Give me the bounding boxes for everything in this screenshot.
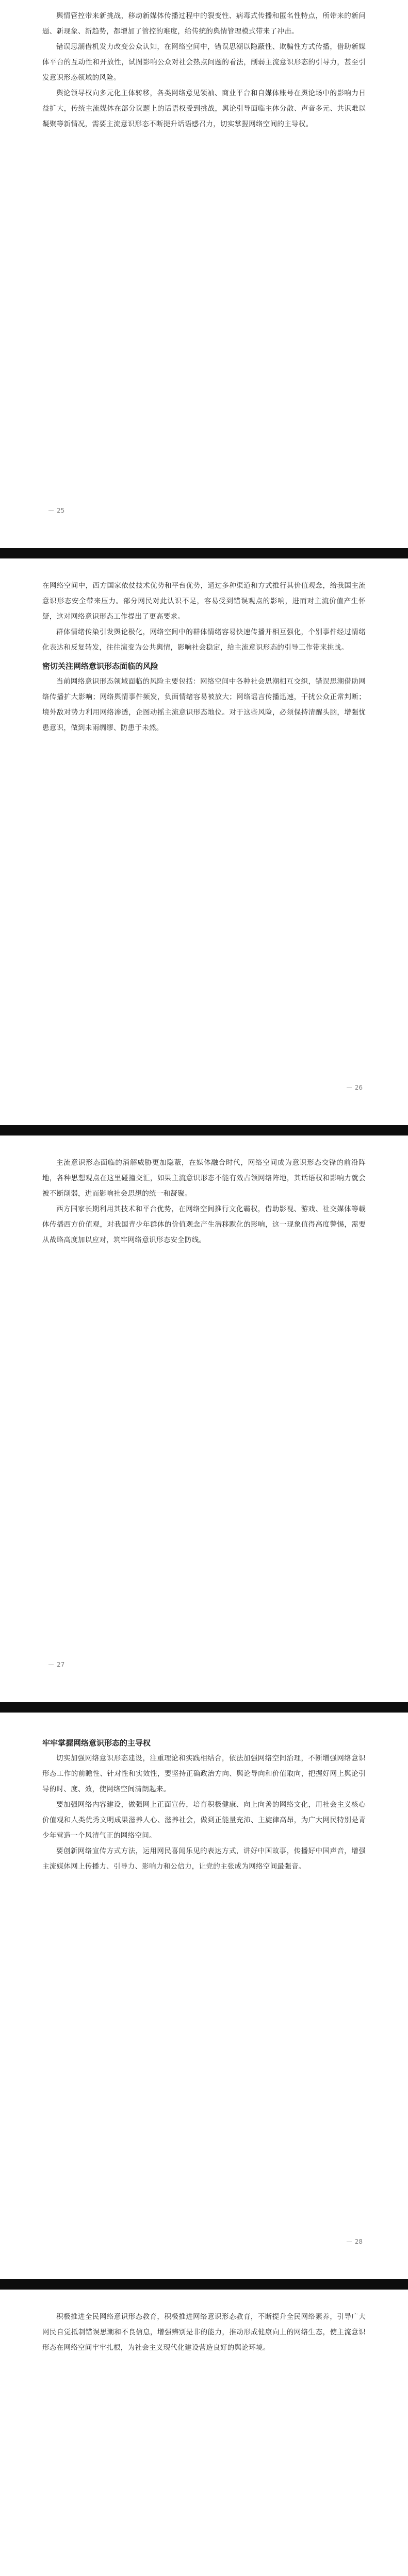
page-separator (0, 2279, 408, 2290)
page-body (42, 2309, 366, 2355)
page-number-text: 25 (57, 507, 65, 514)
paragraph: 舆论领导权向多元化主体转移，各类网络意见领袖、商业平台和自媒体账号在舆论场中的影响力日益扩大，传统主流媒体在部分议题上的话语权受到挑战，舆论引导面临主体分散、声音多元、共识难以凝聚等新情况，需要主流意识形态不断提升话语感召力，切实掌握网络空间的主导权。 (42, 89, 366, 128)
paragraph: 当前网络意识形态领域面临的风险主要包括：网络空间中各种社会思潮相互交织，错误思潮借助网络传播扩大影响；网络舆情事件频发，负面情绪容易被放大；网络谣言传播迅速，干扰公众正常判断；境外敌对势力利用网络渗透，企图动摇主流意识形态地位。对于这些风险，必须保持清醒头脑，增强忧患意识，做到未雨绸缪、防患于未然。 (42, 677, 366, 732)
page-number-text: 27 (57, 1661, 65, 1668)
page-number (45, 507, 64, 514)
paragraph: 在网络空间中，西方国家依仗技术优势和平台优势，通过多种渠道和方式推行其价值观念，给我国主流意识形态安全带来压力。部分网民对此认识不足，容易受到错误观点的影响，进而对主流价值产生怀疑，这对网络意识形态工作提出了更高要求。 (42, 582, 366, 621)
paragraph: 错误思潮借机发力改变公众认知，在网络空间中，错误思潮以隐蔽性、欺骗性方式传播，借助新媒体平台的互动性和开放性，试图影响公众对社会热点问题的看法，削弱主流意识形态的引导力，甚至引发意识形态领域的风险。 (42, 43, 366, 82)
paragraph: 积极推进全民网络意识形态教育，积极推进网络意识形态教育，不断提升全民网络素养，引导广大网民自觉抵制错误思潮和不良信息，增强辨别是非的能力，推动形成健康向上的网络生态，使主流意识形态在网络空间牢牢扎根，为社会主义现代化建设营造良好的舆论环境。 (42, 2313, 366, 2352)
page-27 (0, 1136, 408, 1702)
page-separator (0, 1702, 408, 1713)
page-26 (0, 558, 408, 1125)
paragraph: 西方国家长期利用其技术和平台优势，在网络空间推行文化霸权，借助影视、游戏、社交媒体等载体传播西方价值观，对我国青少年群体的价值观念产生潜移默化的影响，这一现象值得高度警惕，需要从战略高度加以应对，筑牢网络意识形态安全防线。 (42, 1205, 366, 1244)
paragraph: 要创新网络宣传方式方法，运用网民喜闻乐见的表达方式，讲好中国故事，传播好中国声音，增强主流媒体网上传播力、引导力、影响力和公信力，让党的主张成为网络空间最强音。 (42, 1847, 366, 1871)
page-body (42, 578, 366, 736)
section-heading-wrap (42, 1735, 366, 1751)
section-heading-wrap (42, 658, 366, 674)
page-29 (0, 2290, 408, 2576)
section-heading: 密切关注网络意识形态面临的风险 (42, 662, 159, 671)
page-separator (0, 548, 408, 558)
page-number (45, 1661, 64, 1668)
page-25 (0, 0, 408, 548)
page-separator (0, 1125, 408, 1136)
page-28 (0, 1713, 408, 2279)
paragraph: 要加强网络内容建设，做强网上正面宣传，培育积极健康、向上向善的网络文化，用社会主义核心价值观和人类优秀文明成果滋养人心、滋养社会，做到正能量充沛、主旋律高昂，为广大网民特别是青少年营造一个风清气正的网络空间。 (42, 1801, 366, 1840)
paragraph: 舆情管控带来新挑战，移动新媒体传播过程中的裂变性、病毒式传播和匿名性特点，所带来的新问题、新现象、新趋势，都增加了管控的难度，给传统的舆情管理模式带来了冲击。 (42, 12, 366, 36)
page-body (42, 1155, 366, 1248)
page-body (42, 1735, 366, 1874)
page-body (42, 8, 366, 132)
page-number-text: 26 (354, 1084, 363, 1091)
paragraph: 主流意识形态面临的消解威胁更加隐蔽，在媒体融合时代，网络空间成为意识形态交锋的前沿阵地，各种思想观点在这里碰撞交汇，如果主流意识形态不能有效占领网络阵地，其话语权和影响力就会被不断削弱，进而影响社会思想的统一和凝聚。 (42, 1159, 366, 1198)
paragraph: 切实加强网络意识形态建设，注重理论和实践相结合，依法加强网络空间治理，不断增强网络意识形态工作的前瞻性、针对性和实效性，要坚持正确政治方向、舆论导向和价值取向，把握好网上舆论引导的时、度、效，使网络空间清朗起来。 (42, 1754, 366, 1793)
section-heading: 牢牢掌握网络意识形态的主导权 (42, 1738, 151, 1748)
paragraph: 群体情绪传染引发舆论极化，网络空间中的群体情绪容易快速传播并相互强化，个别事件经过情绪化表达和反复转发，往往演变为公共舆情，影响社会稳定，给主流意识形态的引导工作带来挑战。 (42, 628, 366, 652)
page-number-text: 28 (354, 2238, 363, 2245)
page-number (344, 2238, 363, 2245)
page-number (344, 1084, 363, 1091)
